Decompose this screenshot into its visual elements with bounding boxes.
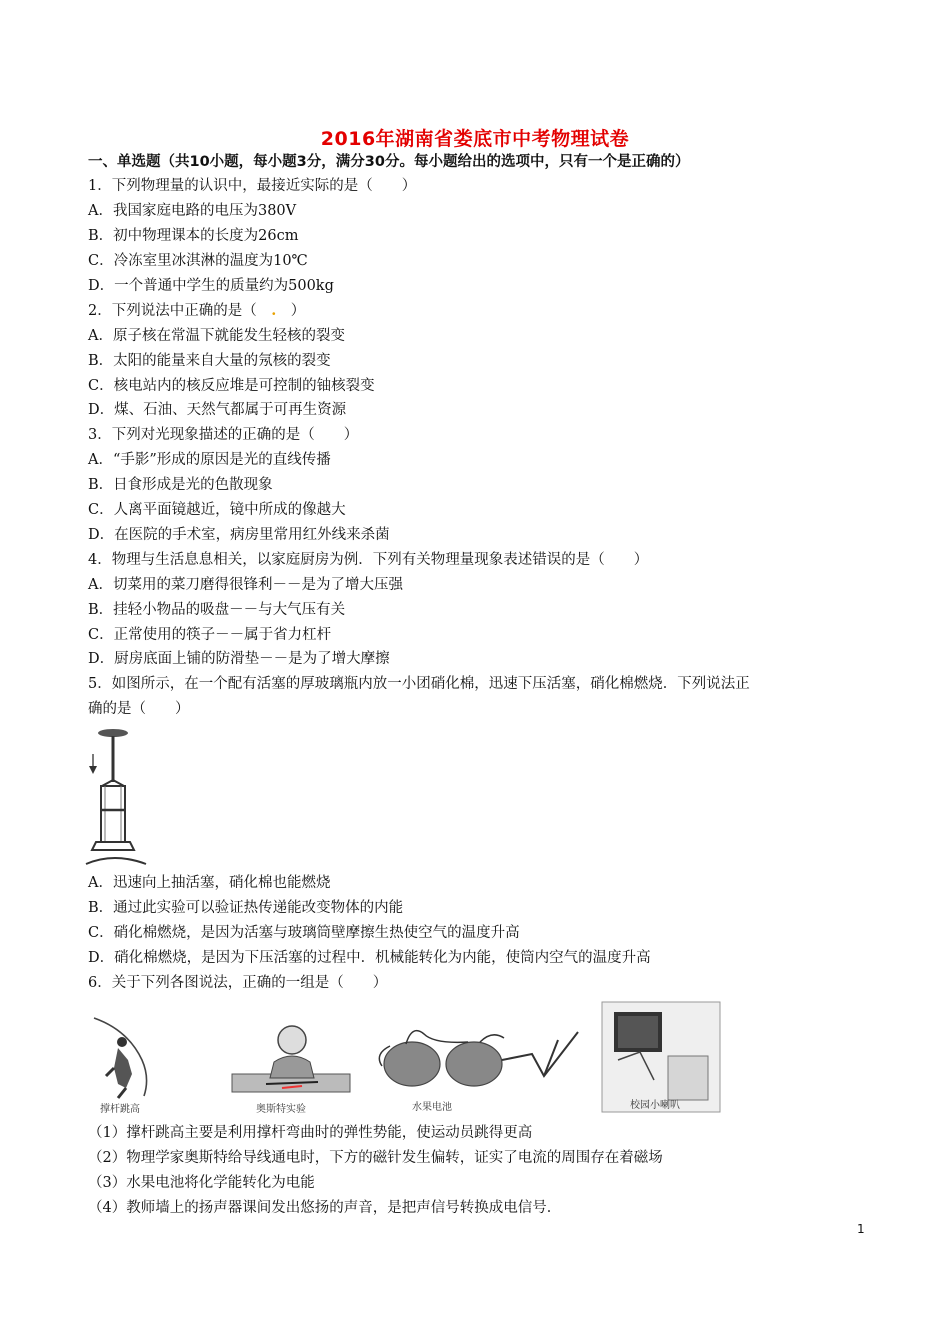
q3-stem: 3．下列对光现象描述的正确的是（ ）: [88, 427, 359, 443]
q6-statement-3: （3）水果电池将化学能转化为电能: [88, 1175, 315, 1191]
q1-option-a: A．我国家庭电路的电压为380V: [88, 203, 297, 219]
fire-syringe-figure: [84, 724, 154, 870]
q2-option-d: D．煤、石油、天然气都属于可再生资源: [88, 402, 347, 418]
q4-stem: 4．物理与生活息息相关，以家庭厨房为例．下列有关物理量现象表述错误的是（ ）: [88, 552, 649, 568]
q3-option-b: B．日食形成是光的色散现象: [88, 477, 273, 493]
q4-option-b: B．挂轻小物品的吸盘－－与大气压有关: [88, 602, 346, 618]
page-number: 1: [857, 1222, 865, 1236]
q5-stem-line2: 确的是（ ）: [88, 701, 190, 717]
q5-stem-line1: 5．如图所示，在一个配有活塞的厚玻璃瓶内放一小团硝化棉，迅速下压活塞，硝化棉燃烧．下列说法正: [88, 676, 750, 692]
q1-option-b: B．初中物理课本的长度为26cm: [88, 228, 299, 244]
q6-stem: 6．关于下列各图说法，正确的一组是（ ）: [88, 975, 388, 991]
q2-stem-mark: .: [271, 302, 277, 319]
section-heading: 一、单选题（共10小题，每小题3分，满分30分。每小题给出的选项中，只有一个是正确的）: [88, 154, 690, 170]
caption-fruit-battery: 水果电池: [412, 1102, 452, 1113]
q2-stem-close: ）: [276, 303, 306, 319]
exam-title: 2016年湖南省娄底市中考物理试卷: [320, 128, 630, 150]
q5-option-a: A．迅速向上抽活塞，硝化棉也能燃烧: [88, 875, 331, 891]
q5-option-d: D．硝化棉燃烧，是因为下压活塞的过程中．机械能转化为内能，使筒内空气的温度升高: [88, 950, 651, 966]
q6-statement-4: （4）教师墙上的扬声器课间发出悠扬的声音，是把声信号转换成电信号．: [88, 1200, 562, 1216]
q2-option-b: B．太阳的能量来自大量的氖核的裂变: [88, 353, 331, 369]
q4-option-d: D．厨房底面上铺的防滑垫－－是为了增大摩擦: [88, 651, 390, 667]
q3-option-d: D．在医院的手术室，病房里常用红外线来杀菌: [88, 527, 390, 543]
q6-statement-2: （2）物理学家奥斯特给导线通电时，下方的磁针发生偏转，证实了电流的周围存在着磁场: [88, 1150, 663, 1166]
q2-stem: [88, 302, 305, 320]
q2-stem-text: 2．下列说法中正确的是（: [88, 303, 272, 319]
caption-oersted: 奥斯特实验: [256, 1104, 306, 1115]
q3-option-a: A．“手影”形成的原因是光的直线传播: [88, 452, 331, 468]
q2-option-c: C．核电站内的核反应堆是可控制的铀核裂变: [88, 378, 375, 394]
fruit-battery-figure: [372, 1020, 584, 1118]
caption-pole-vault: 撑杆跳高: [100, 1104, 140, 1115]
school-loudspeaker-figure: [600, 1000, 724, 1118]
q1-option-d: D．一个普通中学生的质量约为500kg: [88, 278, 334, 294]
q5-option-b: B．通过此实验可以验证热传递能改变物体的内能: [88, 900, 404, 916]
q6-statement-1: （1）撑杆跳高主要是利用撑杆弯曲时的弹性势能，使运动员跳得更高: [88, 1125, 533, 1141]
q1-stem: 1．下列物理量的认识中，最接近实际的是（ ）: [88, 178, 417, 194]
q3-option-c: C．人离平面镜越近，镜中所成的像越大: [88, 502, 346, 518]
q1-option-c: C．冷冻室里冰淇淋的温度为10℃: [88, 253, 308, 269]
q5-option-c: C．硝化棉燃烧，是因为活塞与玻璃筒壁摩擦生热使空气的温度升高: [88, 925, 520, 941]
caption-loudspeaker: 校园小喇叭: [630, 1100, 680, 1111]
oersted-experiment-figure: [230, 1012, 354, 1118]
q4-option-c: C．正常使用的筷子－－属于省力杠杆: [88, 627, 332, 643]
pole-vault-figure: [88, 1012, 168, 1118]
q2-option-a: A．原子核在常温下就能发生轻核的裂变: [88, 328, 345, 344]
q4-option-a: A．切菜用的菜刀磨得很锋利－－是为了增大压强: [88, 577, 403, 593]
